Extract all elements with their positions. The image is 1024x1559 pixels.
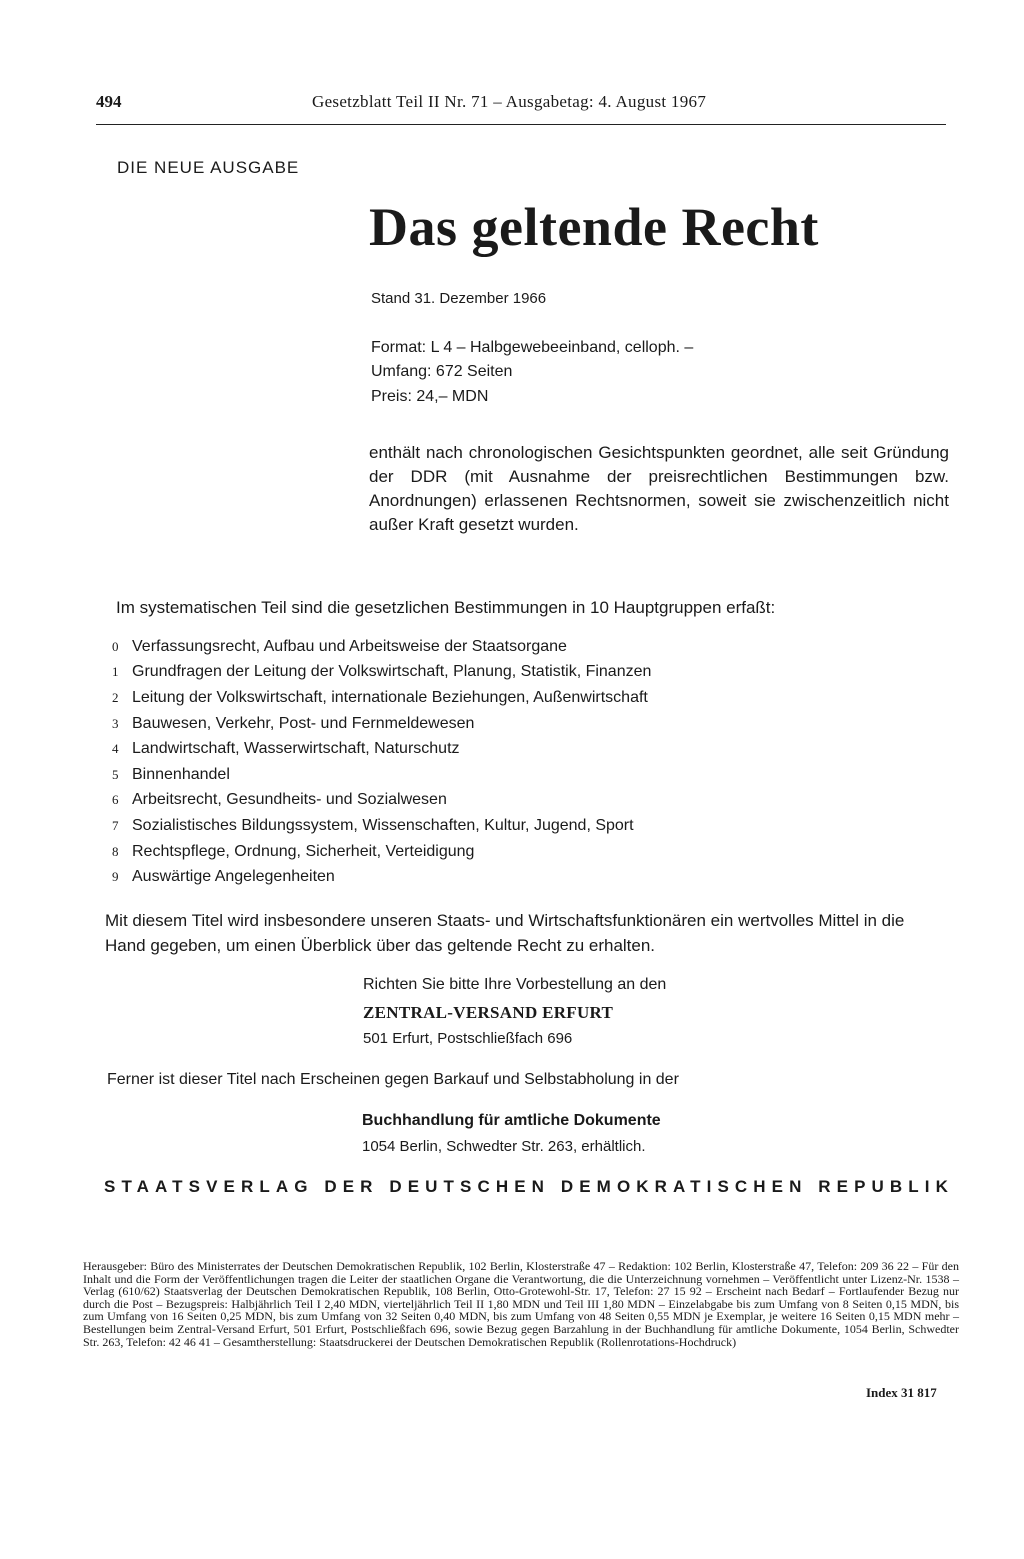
group-number: 1: [112, 664, 119, 680]
group-label: Verfassungsrecht, Aufbau und Arbeitsweise der Staatsorgane: [132, 637, 567, 655]
list-item: [112, 839, 651, 865]
groups-intro: Im systematischen Teil sind die gesetzlichen Bestimmungen in 10 Hauptgruppen erfaßt:: [116, 598, 776, 617]
group-number: 5: [112, 766, 119, 782]
group-label: Bauwesen, Verkehr, Post- und Fernmeldewesen: [132, 714, 475, 732]
bookshop-name: Buchhandlung für amtliche Dokumente: [362, 1112, 661, 1129]
list-item: [112, 660, 651, 686]
group-number: 9: [112, 869, 119, 885]
group-number: 0: [112, 638, 119, 654]
group-label: Sozialistisches Bildungssystem, Wissenschaften, Kultur, Jugend, Sport: [132, 816, 634, 834]
advert-preis: Preis: 24,– MDN: [371, 388, 489, 405]
header-rule: [96, 124, 946, 125]
group-label: Grundfragen der Leitung der Volkswirtschaft, Planung, Statistik, Finanzen: [132, 663, 652, 681]
closing-paragraph: Mit diesem Titel wird insbesondere unseren Staats- und Wirtschaftsfunktionären ein wertvolles Mittel in die Hand gegeben, um einen Überblick über das geltende Recht zu erhalten.: [105, 911, 905, 955]
advert-stand: Stand 31. Dezember 1966: [371, 290, 547, 307]
imprint: Herausgeber: Büro des Ministerrates der Deutschen Demokratischen Republik, 102 Berlin, Klosterstraße 47 – Redaktion: 102 Berlin, Klosterstraße 47, Telefon: 209 36 22 – Für den Inhalt und die Form der Veröffentlichungen tragen die Leiter der staatlichen Organe die Verantwortung, die die Unterzeichnung vornehmen – Veröffentlicht unter Lizenz-Nr. 1538 – Verlag (610/62) Staatsverlag der Deutschen Demokratischen Republik, 108 Berlin, Otto-Grotewohl-Str. 17, Telefon: 27 15 92 – Erscheint nach Bedarf – Fortlaufender Bezug nur durch die Post – Bezugspreis: Halbjährlich Teil I 2,40 MDN, vierteljährlich Teil II 1,80 MDN und Teil III 1,80 MDN – Einzelabgabe bis zum Umfang von 8 Seiten 0,15 MDN, bis zum Umfang von 16 Seiten 0,25 MDN, bis zum Umfang von 32 Seiten 0,40 MDN, bis zum Umfang von 48 Seiten 0,55 MDN je Exemplar, je weitere 16 Seiten 0,15 MDN mehr – Bestellungen beim Zentral-Versand Erfurt, 501 Erfurt, Postschließfach 696, sowie Bezug gegen Barzahlung in der Buchhandlung für amtliche Dokumente, 1054 Berlin, Schwedter Str. 263, Telefon: 42 46 41 – Gesamtherstellung: Staatsdruckerei der Deutschen Demokratischen Republik (Rollenrotations-Hochdruck): [83, 1259, 959, 1349]
list-item: [112, 685, 651, 711]
publisher-line: STAATSVERLAG DER DEUTSCHEN DEMOKRATISCHEN REPUBLIK: [104, 1177, 954, 1196]
index-number: Index 31 817: [866, 1385, 937, 1400]
order-text: Richten Sie bitte Ihre Vorbestellung an den: [363, 976, 667, 993]
ferner-text: Ferner ist dieser Titel nach Erscheinen gegen Barkauf und Selbstabholung in der: [107, 1071, 679, 1088]
list-item: [112, 762, 651, 788]
group-label: Landwirtschaft, Wasserwirtschaft, Naturschutz: [132, 740, 460, 758]
group-number: 2: [112, 689, 119, 705]
distributor-address: 501 Erfurt, Postschließfach 696: [363, 1030, 573, 1047]
running-header: Gesetzblatt Teil II Nr. 71 – Ausgabetag: 4. August 1967: [312, 92, 707, 111]
advert-format: Format: L 4 – Halbgewebeeinband, celloph. –: [371, 339, 694, 356]
list-item: [112, 711, 651, 737]
advert-umfang: Umfang: 672 Seiten: [371, 363, 513, 380]
group-label: Arbeitsrecht, Gesundheits- und Sozialwesen: [132, 791, 447, 809]
group-number: 4: [112, 741, 119, 757]
group-number: 7: [112, 817, 119, 833]
group-label: Auswärtige Angelegenheiten: [132, 868, 335, 886]
group-label: Binnenhandel: [132, 765, 230, 783]
advert-kicker: DIE NEUE AUSGABE: [117, 158, 300, 177]
group-label: Rechtspflege, Ordnung, Sicherheit, Verteidigung: [132, 842, 475, 860]
advert-description: enthält nach chronologischen Gesichtspunkten geordnet, alle seit Gründung der DDR (mit Ausnahme der preisrechtlichen Bestimmungen bzw. Anordnungen) erlassenen Rechtsnormen, soweit sie zwischenzeitlich nicht außer Kraft gesetzt wurden.: [369, 443, 949, 534]
list-item: [112, 634, 651, 660]
list-item: [112, 736, 651, 762]
group-label: Leitung der Volkswirtschaft, internationale Beziehungen, Außenwirtschaft: [132, 688, 648, 706]
group-number: 8: [112, 843, 119, 859]
bookshop-address: 1054 Berlin, Schwedter Str. 263, erhältlich.: [362, 1138, 646, 1155]
group-list: [112, 634, 651, 890]
list-item: [112, 813, 651, 839]
list-item: [112, 864, 651, 890]
group-number: 3: [112, 715, 119, 731]
advert-title: Das geltende Recht: [369, 197, 819, 257]
distributor-name: ZENTRAL-VERSAND ERFURT: [363, 1003, 614, 1022]
list-item: [112, 788, 651, 814]
page-number: 494: [96, 92, 122, 111]
group-number: 6: [112, 792, 119, 808]
